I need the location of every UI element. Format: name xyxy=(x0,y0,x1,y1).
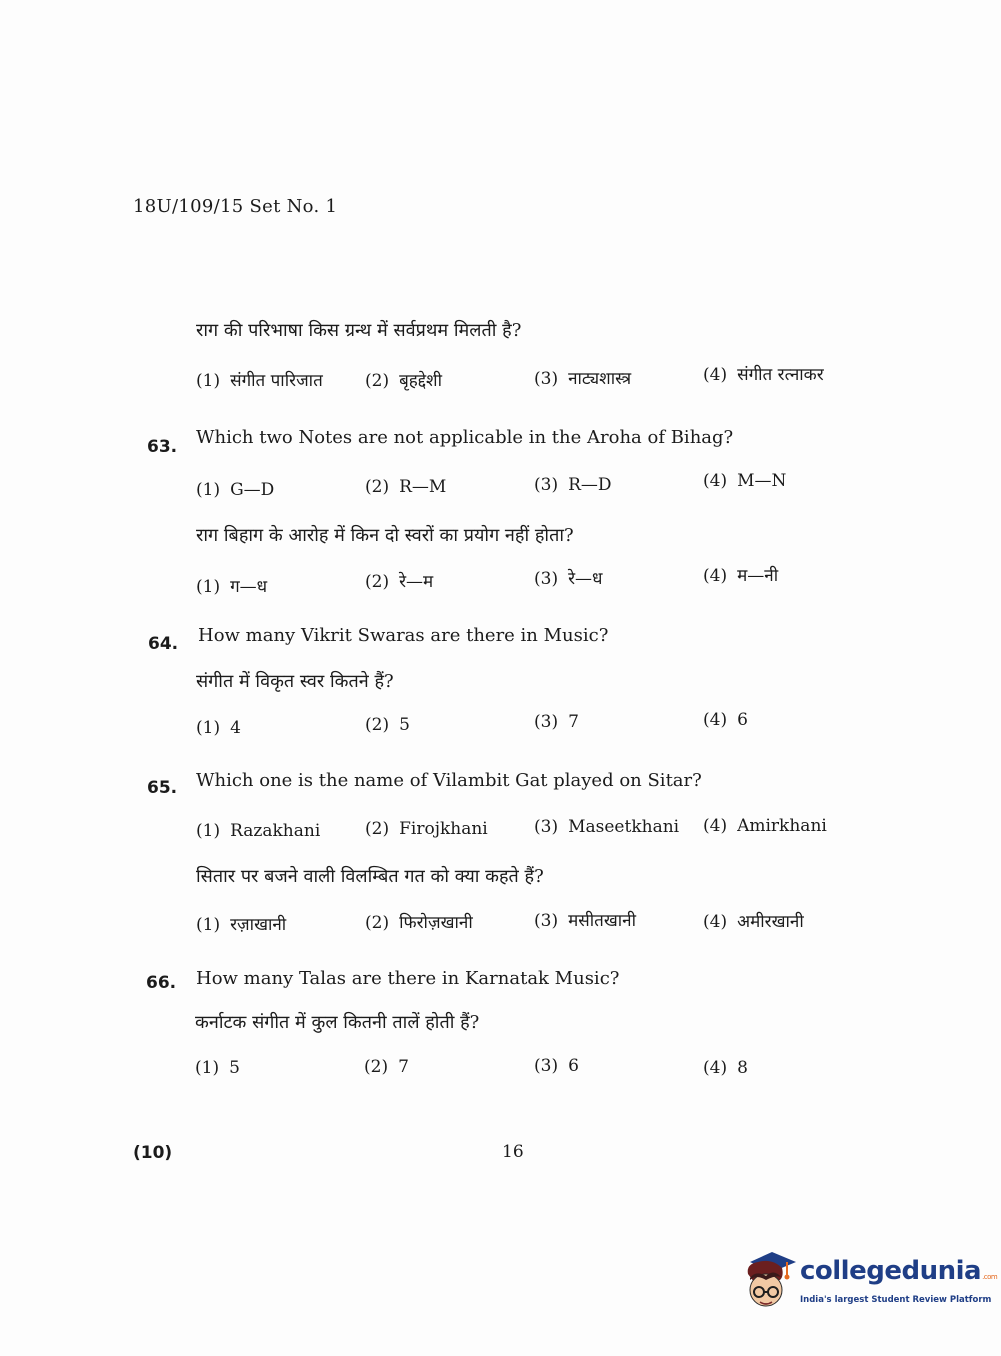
q66-text-hi: कर्नाटक संगीत में कुल कितनी तालें होती हैं? xyxy=(195,1012,480,1033)
q63-option-hi-2: (2) रे—म xyxy=(365,572,434,592)
page-number: 16 xyxy=(502,1142,524,1162)
q62-option-3: (3) नाट्यशास्त्र xyxy=(534,369,632,389)
q64-option-4: (4) 6 xyxy=(703,710,748,730)
q63-option-1: (1) G—D xyxy=(196,480,275,500)
q65-number: 65. xyxy=(147,778,178,798)
q66-text-en: How many Talas are there in Karnatak Music? xyxy=(196,968,620,989)
mascot-icon xyxy=(742,1248,798,1318)
paper-code: 18U/109/15 Set No. 1 xyxy=(133,196,338,217)
q63-number: 63. xyxy=(147,437,178,457)
q65-option-hi-3: (3) मसीतखानी xyxy=(534,911,636,931)
q63-text-en: Which two Notes are not applicable in the Aroha of Bihag? xyxy=(196,427,734,448)
q62-text-hi: राग की परिभाषा किस ग्रन्थ में सर्वप्रथम मिलती है? xyxy=(196,320,522,341)
q64-number: 64. xyxy=(148,634,179,654)
q65-option-4: (4) Amirkhani xyxy=(703,816,827,836)
q65-option-hi-1: (1) रज़ाखानी xyxy=(196,915,287,935)
q66-option-4: (4) 8 xyxy=(703,1058,748,1078)
q65-text-en: Which one is the name of Vilambit Gat played on Sitar? xyxy=(196,770,702,791)
q63-option-hi-3: (3) रे—ध xyxy=(534,569,603,589)
q63-option-4: (4) M—N xyxy=(703,471,787,491)
q63-option-3: (3) R—D xyxy=(534,475,612,495)
q62-option-2: (2) बृहद्देशी xyxy=(365,371,443,391)
q63-text-hi: राग बिहाग के आरोह में किन दो स्वरों का प्रयोग नहीं होता? xyxy=(196,525,574,546)
q65-option-hi-4: (4) अमीरखानी xyxy=(703,912,804,932)
q66-option-2: (2) 7 xyxy=(364,1057,409,1077)
q65-option-1: (1) Razakhani xyxy=(196,821,321,841)
q63-option-hi-1: (1) ग—ध xyxy=(196,577,268,597)
q62-option-1: (1) संगीत पारिजात xyxy=(196,371,323,391)
logo-suffix: .com xyxy=(982,1273,998,1281)
q64-option-1: (1) 4 xyxy=(196,718,241,738)
q65-option-hi-2: (2) फिरोज़खानी xyxy=(365,913,473,933)
q66-number: 66. xyxy=(146,973,177,993)
q64-text-en: How many Vikrit Swaras are there in Music? xyxy=(198,625,609,646)
q66-option-1: (1) 5 xyxy=(195,1058,240,1078)
q64-text-hi: संगीत में विकृत स्वर कितने हैं? xyxy=(196,671,394,692)
booklet-code: (10) xyxy=(133,1143,173,1163)
q66-option-3: (3) 6 xyxy=(534,1056,579,1076)
q65-option-2: (2) Firojkhani xyxy=(365,819,488,839)
q65-option-3: (3) Maseetkhani xyxy=(534,817,680,837)
logo-name: collegedunia xyxy=(800,1256,982,1286)
q63-option-hi-4: (4) म—नी xyxy=(703,566,779,586)
q65-text-hi: सितार पर बजने वाली विलम्बित गत को क्या कहते हैं? xyxy=(196,866,544,887)
q63-option-2: (2) R—M xyxy=(365,477,447,497)
logo-tagline: India's largest Student Review Platform xyxy=(800,1295,992,1305)
q64-option-2: (2) 5 xyxy=(365,715,410,735)
q64-option-3: (3) 7 xyxy=(534,712,579,732)
q62-option-4: (4) संगीत रत्नाकर xyxy=(703,365,824,385)
collegedunia-logo xyxy=(742,1248,998,1318)
